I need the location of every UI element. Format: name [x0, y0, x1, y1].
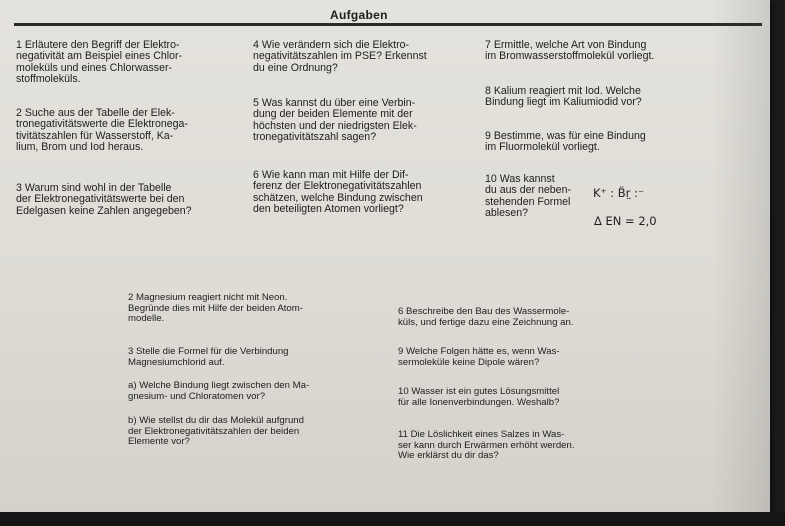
question-line: 10 Was kannst: [485, 173, 555, 185]
question-line: der Elektronegativitätswerte bei den: [16, 193, 185, 206]
question-line: für alle Ionenverbindungen. Weshalb?: [398, 396, 560, 408]
question-line: negativitätszahlen im PSE? Erkennst: [253, 50, 427, 63]
question-line: Begründe dies mit Hilfe der beiden Atom-: [128, 302, 303, 314]
question-line: 2 Suche aus der Tabelle der Elek-: [16, 107, 175, 119]
question-line: Wie erklärst du dir das?: [398, 450, 499, 462]
question-line: ferenz der Elektronegativitätszahlen: [253, 180, 422, 193]
lower-question-6: [398, 307, 573, 328]
question-line: 9 Welche Folgen hätte es, wenn Was-: [398, 346, 560, 357]
question-line: 6 Beschreibe den Bau des Wassermole-: [398, 306, 570, 317]
question-line: stoffmoleküls.: [16, 72, 81, 85]
question-line: 10 Wasser ist ein gutes Lösungsmittel: [398, 386, 560, 397]
question-line: modelle.: [128, 313, 165, 325]
question-line: 8 Kalium reagiert mit Iod. Welche: [485, 85, 641, 97]
question-line: stehenden Formel: [485, 195, 571, 208]
question-line: dung der beiden Elemente mit der: [253, 108, 413, 121]
question-line: lium, Brom und Iod heraus.: [16, 140, 144, 153]
question-line: 3 Warum sind wohl in der Tabelle: [16, 182, 172, 194]
question-4: [253, 40, 427, 74]
question-2: [16, 108, 188, 153]
question-line: schätzen, welche Bindung zwischen: [253, 191, 423, 204]
question-line: moleküls und eines Chlorwasser-: [16, 61, 173, 74]
question-line: 2 Magnesium reagiert nicht mit Neon.: [128, 292, 288, 303]
question-line: Edelgasen keine Zahlen angegeben?: [16, 204, 192, 217]
question-line: im Fluormolekül vorliegt.: [485, 141, 600, 154]
question-line: Elemente vor?: [128, 436, 190, 448]
potassium-bromide-formula: K⁺ : B̈r̤ :⁻: [593, 186, 645, 200]
question-line: Bindung liegt im Kaliumiodid vor?: [485, 96, 642, 109]
question-line: du aus der neben-: [485, 184, 571, 197]
question-7: [485, 40, 654, 63]
question-line: küls, und fertige dazu eine Zeichnung an.: [398, 316, 574, 328]
question-3: [16, 183, 192, 217]
lower-question-3: [128, 347, 289, 368]
question-line: höchsten und der niedrigsten Elek-: [253, 119, 417, 132]
question-line: tivitätszahlen für Wasserstoff, Ka-: [16, 129, 174, 142]
question-line: gnesium- und Chloratomen vor?: [128, 390, 266, 402]
question-line: 7 Ermittle, welche Art von Bindung: [485, 39, 647, 51]
question-6: [253, 170, 423, 215]
question-1: [16, 40, 182, 85]
title-divider: [14, 23, 762, 26]
question-line: negativität am Beispiel eines Chlor-: [16, 50, 183, 63]
question-line: 3 Stelle die Formel für die Verbindung: [128, 346, 289, 357]
question-line: 1 Erläutere den Begriff der Elektro-: [16, 39, 180, 51]
question-line: 6 Wie kann man mit Hilfe der Dif-: [253, 169, 409, 181]
question-line: tronegativitätswerte die Elektronega-: [16, 118, 188, 131]
question-line: ser kann durch Erwärmen erhöht werden.: [398, 439, 575, 451]
background-edge: [0, 512, 785, 526]
question-line: tronegativitätszahl sagen?: [253, 130, 377, 143]
question-9: [485, 131, 646, 154]
question-line: ablesen?: [485, 206, 529, 219]
page-title: Aufgaben: [330, 8, 388, 22]
question-line: 11 Die Löslichkeit eines Salzes in Was-: [398, 429, 565, 440]
electronegativity-difference: Δ EN = 2,0: [594, 214, 657, 228]
question-line: 9 Bestimme, was für eine Bindung: [485, 130, 646, 142]
lower-question-2: [128, 293, 303, 325]
question-line: Magnesiumchlorid auf.: [128, 356, 225, 368]
lower-question-3b: [128, 416, 304, 448]
question-line: 5 Was kannst du über eine Verbin-: [253, 97, 416, 109]
question-line: sermoleküle keine Dipole wären?: [398, 356, 540, 368]
page-shadow: [710, 0, 770, 512]
question-line: du eine Ordnung?: [253, 61, 338, 74]
question-line: im Bromwasserstoffmolekül vorliegt.: [485, 50, 655, 63]
question-line: den beteiligten Atomen vorliegt?: [253, 202, 404, 215]
lower-question-3a: [128, 381, 309, 402]
question-line: b) Wie stellst du dir das Molekül aufgrund: [128, 415, 304, 426]
question-8: [485, 86, 642, 109]
question-line: 4 Wie verändern sich die Elektro-: [253, 39, 410, 51]
lower-question-10: [398, 387, 559, 408]
question-line: a) Welche Bindung liegt zwischen den Ma-: [128, 380, 310, 391]
lower-question-9: [398, 347, 560, 368]
question-10: [485, 174, 571, 219]
question-5: [253, 98, 417, 143]
lower-question-11: [398, 430, 575, 462]
question-line: der Elektronegativitätszahlen der beiden: [128, 425, 300, 437]
